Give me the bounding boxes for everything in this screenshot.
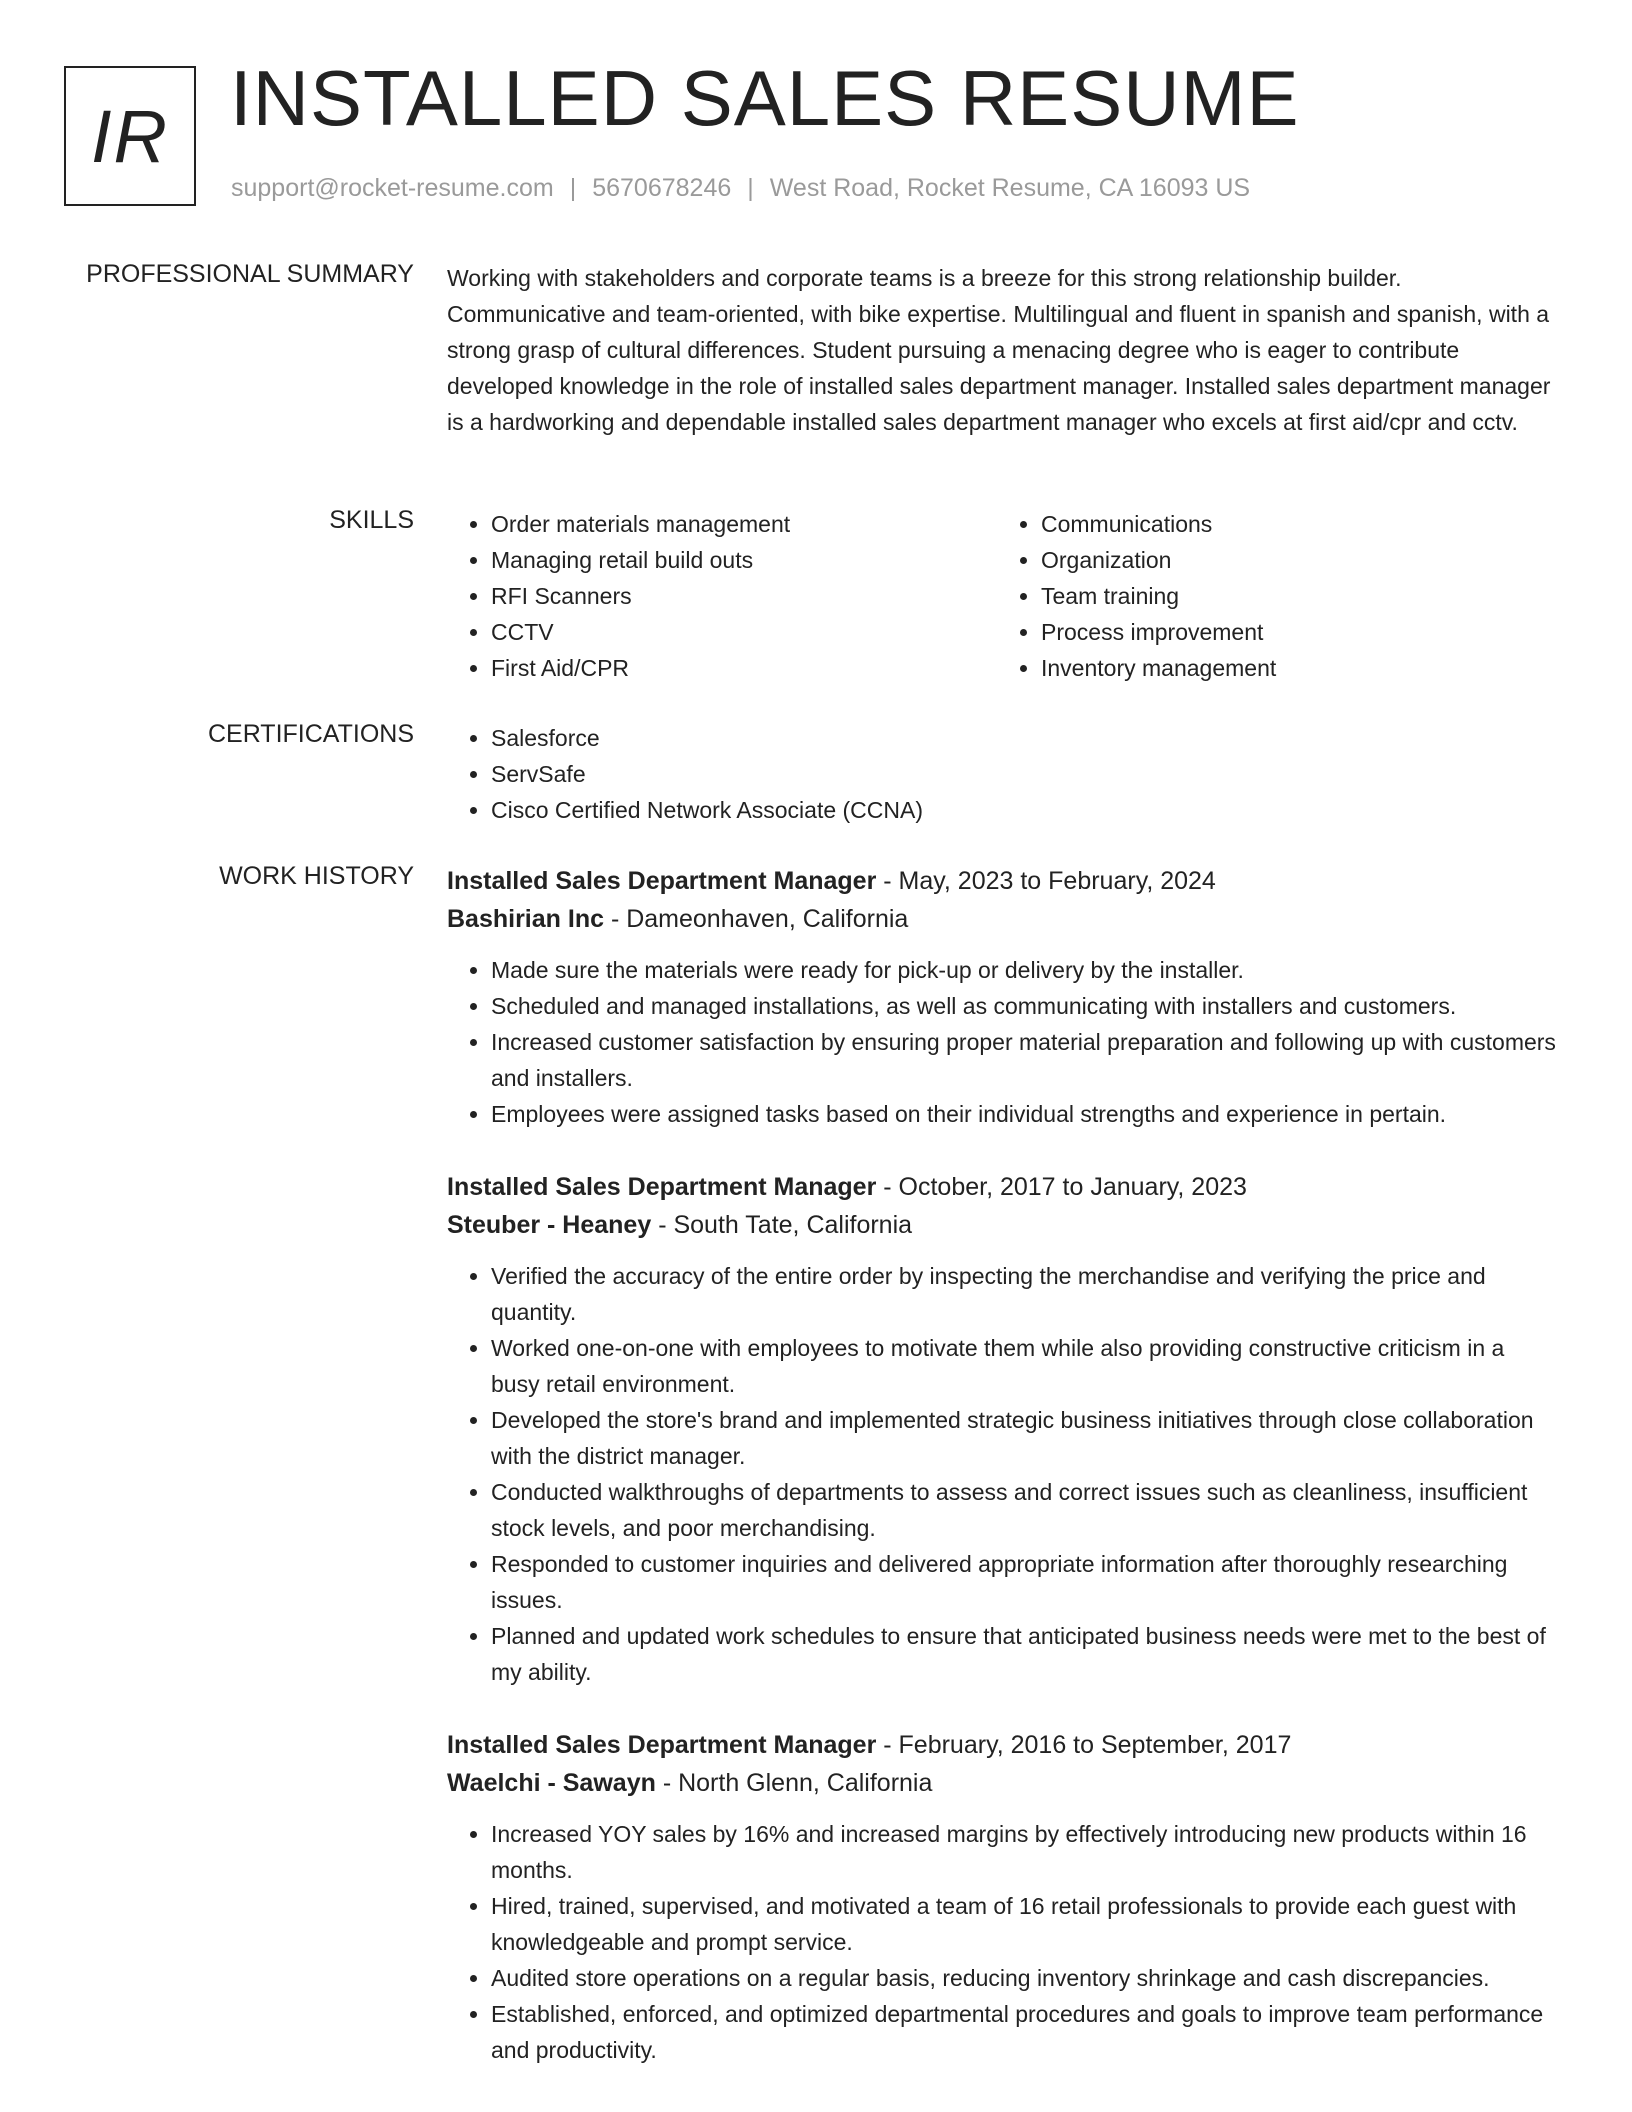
job-bullets: [447, 1816, 1557, 2068]
monogram-box: [64, 66, 196, 206]
skill-item: • Communications: [1041, 506, 1547, 542]
job-entry: [447, 1168, 1557, 1690]
job-dash: -: [876, 1731, 899, 1759]
job-bullet: • Scheduled and managed installations, as well as communicating with installers and customers.: [491, 988, 1557, 1024]
job-bullet: • Responded to customer inquiries and delivered appropriate information after thoroughly researching issues.: [491, 1546, 1557, 1618]
contact-phone: 5670678246: [592, 174, 732, 202]
job-bullet: • Increased customer satisfaction by ensuring proper material preparation and following up with customers and installers.: [491, 1024, 1557, 1096]
skill-item: • RFI Scanners: [491, 578, 997, 614]
skill-item: • Managing retail build outs: [491, 542, 997, 578]
certifications-list: [447, 720, 1557, 828]
contact-address: West Road, Rocket Resume, CA 16093 US: [769, 174, 1251, 202]
job-bullets: [447, 952, 1557, 1132]
job-title: Installed Sales Department Manager: [447, 1173, 877, 1201]
job-company: Steuber - Heaney: [447, 1211, 652, 1239]
skill-item: • Organization: [1041, 542, 1547, 578]
job-dates: May, 2023 to February, 2024: [898, 867, 1216, 895]
job-company-line: [447, 1206, 1557, 1244]
certification-item: • Salesforce: [491, 720, 1557, 756]
skill-item: • CCTV: [491, 614, 997, 650]
job-title: Installed Sales Department Manager: [447, 867, 877, 895]
skill-item: • Process improvement: [1041, 614, 1547, 650]
job-dash: -: [655, 1769, 679, 1797]
job-bullet: • Made sure the materials were ready for pick-up or delivery by the installer.: [491, 952, 1557, 988]
work-history-heading: WORK HISTORY: [219, 862, 414, 890]
skills-list-left: [447, 506, 997, 686]
job-dash: -: [876, 1173, 899, 1201]
work-history-body: [447, 862, 1557, 2104]
certification-item: • ServSafe: [491, 756, 1557, 792]
job-company-line: [447, 1764, 1557, 1802]
skills-body: [447, 506, 1557, 686]
job-dash: -: [876, 867, 899, 895]
summary-heading: PROFESSIONAL SUMMARY: [86, 260, 414, 288]
skills-heading: SKILLS: [329, 506, 414, 534]
job-dash: -: [604, 905, 627, 933]
job-location: Dameonhaven, California: [626, 905, 909, 933]
contact-separator: |: [569, 174, 577, 202]
job-title: Installed Sales Department Manager: [447, 1731, 877, 1759]
job-bullet: • Established, enforced, and optimized departmental procedures and goals to improve team performance and productivity.: [491, 1996, 1557, 2068]
contact-separator: |: [747, 174, 754, 202]
contact-line: [231, 174, 1250, 203]
job-bullet: • Developed the store's brand and implemented strategic business initiatives through close collaboration with the district manager.: [491, 1402, 1557, 1474]
job-company: Waelchi - Sawayn: [447, 1769, 656, 1797]
job-title-line: [447, 1726, 1557, 1764]
skill-item: • Order materials management: [491, 506, 997, 542]
job-company: Bashirian Inc: [447, 905, 604, 933]
monogram-initials: IR: [91, 94, 169, 178]
job-location: South Tate, California: [673, 1211, 913, 1239]
job-dates: October, 2017 to January, 2023: [898, 1173, 1247, 1201]
job-bullets: [447, 1258, 1557, 1690]
job-title-line: [447, 862, 1557, 900]
skill-item: • Team training: [1041, 578, 1547, 614]
job-bullet: • Planned and updated work schedules to ensure that anticipated business needs were met to the best of my ability.: [491, 1618, 1557, 1690]
job-entry: [447, 862, 1557, 1132]
job-bullet: • Conducted walkthroughs of departments to assess and correct issues such as cleanliness, insufficient stock levels, and poor merchandising.: [491, 1474, 1557, 1546]
resume-title: INSTALLED SALES RESUME: [230, 54, 1300, 142]
job-entry: [447, 1726, 1557, 2068]
job-bullet: • Hired, trained, supervised, and motivated a team of 16 retail professionals to provide each guest with knowledgeable and prompt service.: [491, 1888, 1557, 1960]
skill-item: • First Aid/CPR: [491, 650, 997, 686]
job-dash: -: [651, 1211, 674, 1239]
job-bullet: • Verified the accuracy of the entire order by inspecting the merchandise and verifying the price and quantity.: [491, 1258, 1557, 1330]
summary-body: [447, 260, 1557, 440]
job-bullet: • Increased YOY sales by 16% and increased margins by effectively introducing new products within 16 months.: [491, 1816, 1557, 1888]
job-company-line: [447, 900, 1557, 938]
job-location: North Glenn, California: [678, 1769, 933, 1797]
job-title-line: [447, 1168, 1557, 1206]
job-bullet: • Employees were assigned tasks based on their individual strengths and experience in pertain.: [491, 1096, 1557, 1132]
job-bullet: • Worked one-on-one with employees to motivate them while also providing constructive criticism in a busy retail environment.: [491, 1330, 1557, 1402]
job-dates: February, 2016 to September, 2017: [898, 1731, 1292, 1759]
certifications-body: [447, 720, 1557, 828]
summary-text: Working with stakeholders and corporate teams is a breeze for this strong relationship builder. Communicative and team-oriented, with bike expertise. Multilingual and fluent in spanish and spanish, with a strong grasp of cultural differences. Student pursuing a menacing degree who is eager to contribute developed knowledge in the role of installed sales department manager. Installed sales department manager is a hardworking and dependable installed sales department manager who excels at first aid/cpr and cctv.: [447, 265, 1551, 435]
certification-item: • Cisco Certified Network Associate (CCNA): [491, 792, 1557, 828]
contact-email: support@rocket-resume.com: [231, 174, 554, 202]
skill-item: • Inventory management: [1041, 650, 1547, 686]
certifications-heading: CERTIFICATIONS: [207, 720, 414, 748]
job-bullet: • Audited store operations on a regular basis, reducing inventory shrinkage and cash discrepancies.: [491, 1960, 1557, 1996]
skills-list-right: [997, 506, 1547, 686]
